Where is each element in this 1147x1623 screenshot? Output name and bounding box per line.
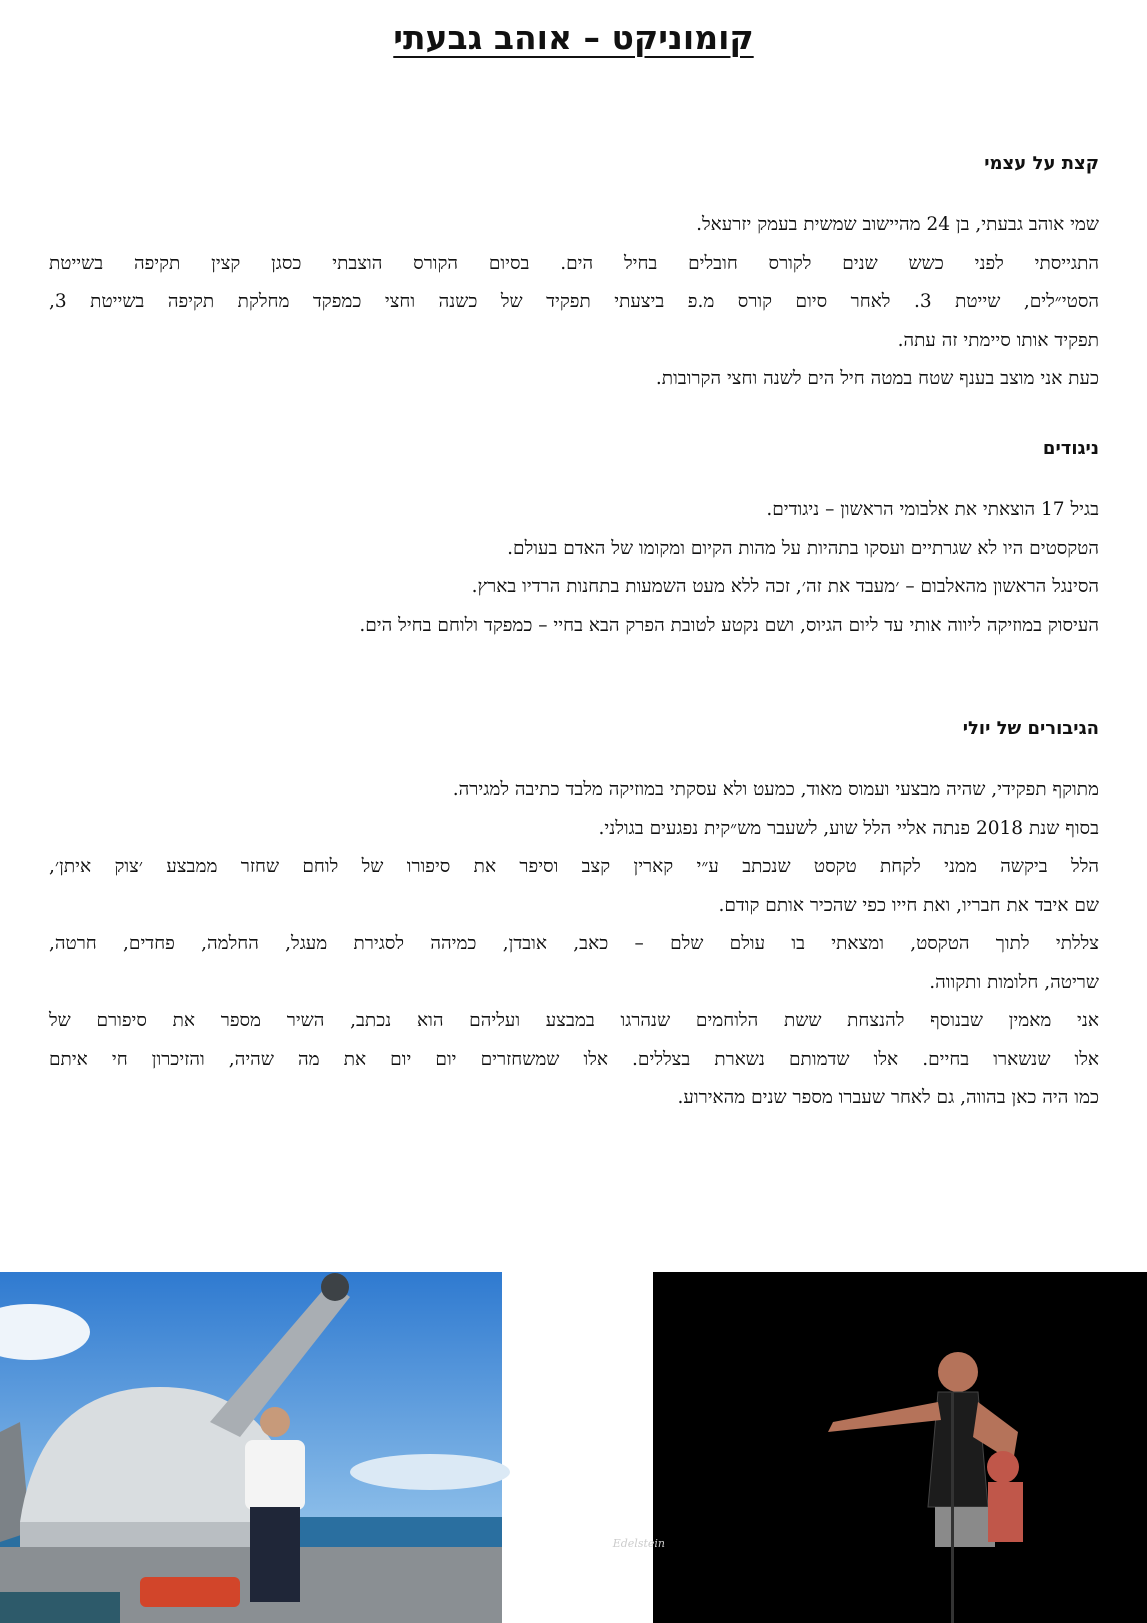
text-line: הטקסטים היו לא שגרתיים ועסקו בתהיות על מהות הקיום ומקומו של האדם בעולם.	[507, 537, 1099, 559]
section-body	[49, 771, 1099, 1118]
section-heading: קצת על עצמי	[984, 153, 1099, 174]
officer-head	[260, 1407, 290, 1437]
text-line: שם איבד את חבריו, ואת חייו כפי שהכיר אותם קודם.	[718, 894, 1099, 916]
band-member-body	[988, 1482, 1023, 1542]
text-line: בגיל 17 הוצאתי את אלבומי הראשון – ניגודים.	[766, 499, 1099, 520]
singer-head	[938, 1352, 978, 1392]
page-title	[0, 18, 1147, 57]
stage-background	[653, 1272, 1147, 1623]
deck-equipment	[0, 1592, 120, 1623]
text-line: העיסוק במוזיקה ליווה אותי עד ליום הגיוס, ושם נקטע לטובת הפרק הבא בחיי – כמפקד ולוחם בחיל הים.	[359, 614, 1099, 636]
cloud	[350, 1454, 510, 1490]
text-line: אלו שנשארו בחיים. אלו שדמותם נשארת בצללים. אלו שמשחזרים יום יום את מה שהיה, והזיכרון חי איתם	[49, 1048, 1099, 1070]
text-line: הסינגל הראשון מהאלבום – ׳מעבד את זה׳, זכה ללא מעט השמעות בתחנות הרדיו בארץ.	[471, 576, 1099, 597]
photo-stage-performance	[612, 1272, 1147, 1623]
text-line: כעת אני מוצב בענף שטח במטה חיל הים לשנה וחצי הקרובות.	[655, 368, 1099, 389]
photographer-signature: Edelstein	[612, 1537, 665, 1550]
barrel-muzzle	[321, 1273, 349, 1301]
section-body	[49, 206, 1099, 399]
photo-navy-officer	[0, 1272, 502, 1623]
text-line: בסוף שנת 2018 פנתה אליי הלל שוע, לשעבר מש״קית נפגעים בגולני.	[598, 817, 1099, 839]
text-line: שמי אוהב גבעתי, בן 24 מהיישוב שמשית בעמק יזרעאל.	[696, 214, 1099, 235]
text-line: מתוקף תפקידי, שהיה מבצעי ועמוס מאוד, כמעט ולא עסקתי במוזיקה מלבד כתיבה למגירה.	[452, 779, 1099, 800]
stage-photo-illustration	[612, 1272, 1147, 1623]
section-about-me	[49, 152, 1099, 399]
life-vest	[140, 1577, 240, 1607]
text-line: כמו היה כאן בהווה, גם לאחר שעברו מספר שנים מהאירוע.	[677, 1087, 1099, 1108]
text-line: התגייסתי לפני כשש שנים לקורס חובלים בחיל הים. בסיום הקורס הוצבתי כסגן קצין תקיפה בשייטת	[49, 252, 1099, 274]
text-line: הלל ביקשה ממני לקחת טקסט שנכתב ע״י קארין קצב וסיפר את סיפורו של לוחם שחזר ממבצע ׳צוק איתן׳,	[49, 856, 1099, 877]
section-heading: הגיבורים של יולי	[962, 718, 1099, 739]
section-body	[49, 491, 1099, 645]
section-heading: ניגודים	[1042, 438, 1099, 459]
text-line: צללתי לתוך הטקסט, ומצאתי בו עולם שלם – כאב, אובדן, כמיהה לסגירת מעגל, החלמה, פחדים, חרטה,	[49, 933, 1099, 954]
text-line: תפקיד אותו סיימתי זה עתה.	[897, 329, 1099, 351]
singer-shorts	[935, 1507, 995, 1547]
text-line: אני מאמין שבנוסף להנצחת ששת הלוחמים שנהרגו במבצע ועליהם הוא נכתב, השיר מספר את סיפורם של	[49, 1010, 1099, 1031]
navy-photo-illustration	[0, 1272, 502, 1623]
page-title-text: קומוניקט – אוהב גבעתי	[393, 18, 754, 57]
section-july-heroes	[49, 717, 1099, 1118]
officer-trousers	[250, 1507, 300, 1602]
section-contrasts-album	[49, 437, 1099, 645]
text-line: שריטה, חלומות ותקווה.	[929, 971, 1099, 993]
band-member	[987, 1451, 1019, 1483]
officer-shirt	[245, 1440, 305, 1510]
text-line: הסטי״לים, שייטת 3. לאחר סיום קורס מ.פ ביצעתי תפקיד של כשנה וחצי כמפקד מחלקת תקיפה בשייטת 3,	[49, 291, 1099, 312]
mic-stand	[951, 1392, 954, 1623]
